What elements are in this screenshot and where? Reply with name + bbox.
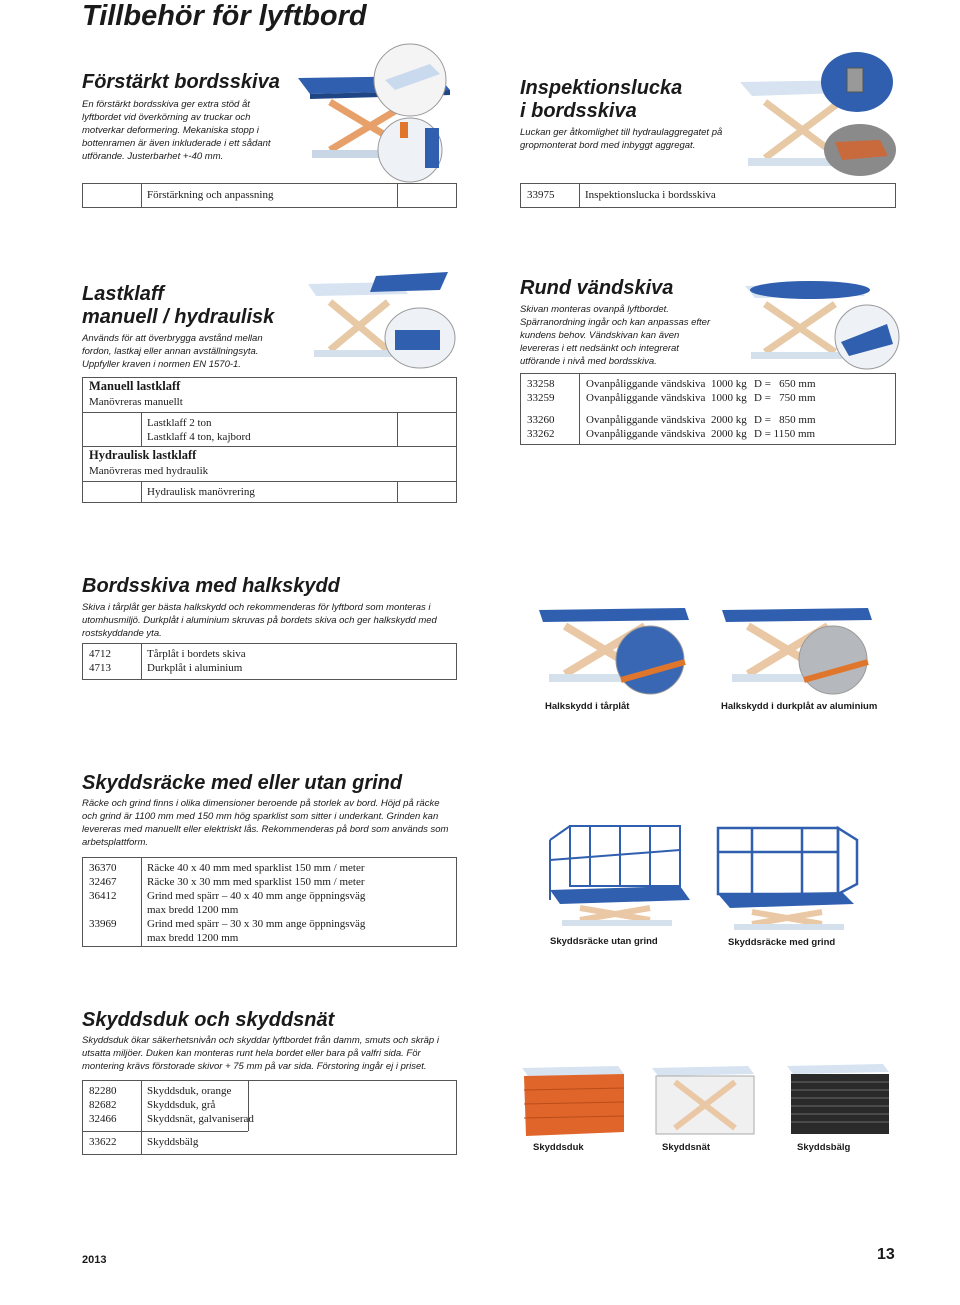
section-title-skyddsduk: Skyddsduk och skyddsnät [82,1009,335,1031]
rund-d-3: D = 850 mm [754,414,816,426]
table-halkskydd [82,643,457,680]
section-title-forstarkt: Förstärkt bordsskiva [82,71,280,93]
lift-table-bellows-image [785,1062,895,1142]
rund-code-4: 33262 [527,428,555,440]
caption-halkskydd-durkplat: Halkskydd i durkplåt av aluminium [721,701,878,712]
hydraulic-flap-sub: Manövreras med hydraulik [89,465,209,477]
table-inspektion-label: Inspektionslucka i bordsskiva [585,189,716,201]
rund-code-2: 33259 [527,392,555,404]
table-forstarkt [82,183,457,208]
rund-desc-3: Ovanpåliggande vändskiva [586,414,706,426]
table-skyddsduk [82,1080,457,1155]
section-title-inspektion-1: Inspektionslucka [520,77,683,99]
skyddsduk-code-1: 82280 [89,1085,117,1097]
lift-table-railing-image [540,820,700,930]
section-title-skyddsracke: Skyddsräcke med eller utan grind [82,772,403,794]
halkskydd-code-2: 4713 [89,662,111,674]
section-title-lastklaff-2: manuell / hydraulisk [82,306,275,328]
skyddsduk-code-2: 82682 [89,1099,117,1111]
section-text-skyddsracke: Räcke och grind finns i olika dimensioner beroende på storlek av bord. Höjd på räcke och grind är 1100 mm med 150 mm hög sparklist som sitter i underkant. Grinden kan levereras med manuellt eller elektriskt lås. Rekommenderas på bord som används som arbetsplattform. [82,798,449,848]
lift-table-orange-cover-image [520,1062,630,1142]
table-inspektion [520,183,896,208]
skyddsduk-code-4: 33622 [89,1136,117,1148]
skyddsracke-label-3: Grind med spärr – 40 x 40 mm ange öppningsväg [147,890,366,902]
rund-load-4: 2000 kg [711,428,747,440]
rund-d-4: D = 1150 mm [754,428,816,440]
rund-d-2: D = 750 mm [754,392,816,404]
section-title-inspektion-2: i bordsskiva [520,100,637,122]
caption-skyddsduk: Skyddsduk [533,1142,584,1153]
manual-flap-item-1: Lastklaff 2 ton [147,417,212,429]
skyddsracke-code-3: 36412 [89,890,117,902]
section-title-rund: Rund vändskiva [520,277,674,299]
rund-load-1: 1000 kg [711,378,747,390]
halkskydd-label-2: Durkplåt i aluminium [147,662,243,674]
skyddsduk-code-3: 32466 [89,1113,117,1125]
skyddsduk-label-3: Skyddsnät, galvaniserad [147,1113,254,1125]
manual-flap-item-2: Lastklaff 4 ton, kajbord [147,431,251,443]
caption-skyddsracke-med-grind: Skyddsräcke med grind [728,937,836,948]
rund-d-1: D = 650 mm [754,378,816,390]
hydraulic-flap-heading: Hydraulisk lastklaff [89,448,197,462]
rund-load-2: 1000 kg [711,392,747,404]
section-text-inspektion: Luckan ger åtkomlighet till hydraulaggregatet på gropmonterat bord med inbyggt aggregat. [520,127,723,151]
rund-code-3: 33260 [527,414,555,426]
halkskydd-label-1: Tårplåt i bordets skiva [147,648,246,660]
section-text-skyddsduk: Skyddsduk ökar säkerhetsnivån och skyddar lyftbordet från damm, smuts och skräp i utsatta miljöer. Duken kan monteras runt hela bordet eller bara på valfri sida. För montering krävs förstorade skivor + 75 mm på var sida. Förstoring ingår ej i priset. [82,1035,439,1072]
skyddsduk-label-4: Skyddsbälg [147,1136,199,1148]
table-forstarkt-label: Förstärkning och anpassning [147,189,274,201]
lift-table-mesh-image [650,1062,760,1142]
skyddsracke-label-5: Grind med spärr – 30 x 30 mm ange öppningsväg [147,918,366,930]
lift-table-checker-plate-image [535,600,695,695]
skyddsracke-label-1: Räcke 40 x 40 mm med sparklist 150 mm / meter [147,862,365,874]
skyddsracke-code-5: 33969 [89,918,117,930]
skyddsracke-code-1: 36370 [89,862,117,874]
manual-flap-heading: Manuell lastklaff [89,379,181,393]
table-lastklaff [82,377,457,503]
footer-year: 2013 [82,1254,107,1266]
table-skyddsracke [82,857,457,947]
section-title-lastklaff-1: Lastklaff [82,283,164,305]
skyddsduk-label-1: Skyddsduk, orange [147,1085,232,1097]
table-inspektion-code: 33975 [527,189,555,201]
rund-desc-2: Ovanpåliggande vändskiva [586,392,706,404]
section-text-rund: Skivan monteras ovanpå lyftbordet. Spärranordning ingår och kan anpassas efter kundens behov. Vändskivan kan även levereras i ett nedsänkt och integrerat utförande i nivå med bordsskiva. [520,304,711,367]
caption-skyddsbalg: Skyddsbälg [797,1142,851,1153]
skyddsracke-code-2: 32467 [89,876,117,888]
halkskydd-code-1: 4712 [89,648,111,660]
lift-table-inspection-image [730,50,900,178]
lift-table-aluminium-plate-image [718,600,878,695]
rund-desc-4: Ovanpåliggande vändskiva [586,428,706,440]
caption-skyddsnat: Skyddsnät [662,1142,711,1153]
rund-load-3: 2000 kg [711,414,747,426]
table-rund [520,373,896,445]
skyddsracke-label-4: max bredd 1200 mm [147,904,239,916]
caption-halkskydd-tarplat: Halkskydd i tårplåt [545,701,630,712]
rund-code-1: 33258 [527,378,555,390]
section-title-halkskydd: Bordsskiva med halkskydd [82,575,340,597]
page-title: Tillbehör för lyftbord [82,0,367,32]
skyddsracke-label-2: Räcke 30 x 30 mm med sparklist 150 mm / meter [147,876,365,888]
manual-flap-sub: Manövreras manuellt [89,396,183,408]
page-number: 13 [877,1246,895,1263]
lift-table-reinforced-image [290,50,460,175]
section-text-halkskydd: Skiva i tårplåt ger bästa halkskydd och rekommenderas för lyftbord som monteras i utomhusmiljö. Durkplåt i aluminium skruvas på bordets skiva och ger halkskydd med rostskyddande yta. [82,602,437,639]
lift-table-loading-flap-image [300,270,460,370]
caption-skyddsracke-utan-grind: Skyddsräcke utan grind [550,936,658,947]
lift-table-railing-gate-image [712,822,872,934]
skyddsduk-label-2: Skyddsduk, grå [147,1099,216,1111]
rund-desc-1: Ovanpåliggande vändskiva [586,378,706,390]
hydraulic-flap-item: Hydraulisk manövrering [147,486,255,498]
section-text-forstarkt: En förstärkt bordsskiva ger extra stöd åt lyftbordet vid överkörning av truckar och motverkar deformering. Mekaniska stopp i bottenramen är även inkluderade i ett sådant utförande. Justerbarhet +-40 mm. [82,99,271,162]
lift-table-turntable-image [715,272,895,372]
skyddsracke-label-6: max bredd 1200 mm [147,932,239,944]
section-text-lastklaff: Används för att överbrygga avstånd mellan fordon, lastkaj eller annan avställningsyta. Uppfyller kraven i normen EN 1570-1. [82,333,263,370]
